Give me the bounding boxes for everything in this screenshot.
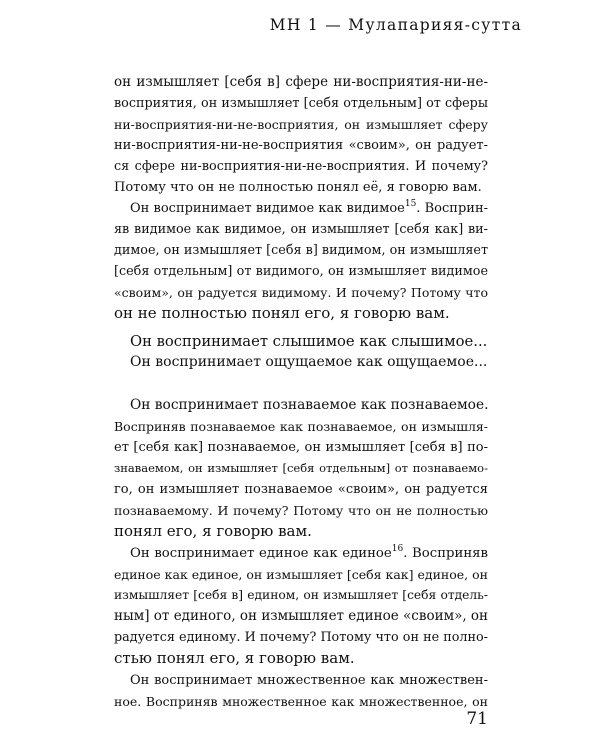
- text-line: стью понял его, я говорю вам.: [114, 649, 355, 667]
- paragraph-continuation: [114, 72, 488, 198]
- text-line: восприятия, он измышляет [себя отдельным] от сферы: [114, 96, 488, 111]
- text-line: го, он измышляет познаваемое «своим», он радуется: [114, 482, 488, 497]
- text-line: радуется единому. И почему? Потому что он не полно-: [114, 630, 488, 645]
- text-line: ся сфере ни-восприятия-ни-не-восприятия. И почему?: [114, 159, 488, 174]
- running-head: МН 1 — Мулапарияя-сутта: [269, 16, 522, 34]
- text-line: ет [себя как] познаваемое, он измышляет [себя в] по-: [114, 440, 488, 455]
- paragraph-diversity: [114, 670, 488, 712]
- paragraph-knowable: [114, 395, 488, 542]
- text-line: знаваемом, он измышляет [себя отдельным] от познаваемо-: [114, 461, 488, 475]
- text-line: Потому что он не полностью понял её, я говорю вам.: [114, 180, 482, 195]
- text-segment: . Восприняв: [403, 546, 488, 561]
- text-line: ни-восприятия-ни-не-восприятия «своим», он радует-: [114, 138, 488, 153]
- text-line: Он воспринимает слышимое как слышимое...: [130, 333, 488, 350]
- text-line: Он воспринимает познаваемое как познаваемое.: [130, 397, 489, 413]
- text-line: познаваемому. И почему? Потому что он не полностью: [114, 503, 488, 518]
- paragraph-seen: [114, 198, 488, 324]
- text-line: измышляет [себя в] едином, он измышляет [себя отдель-: [114, 588, 488, 602]
- text-line: [114, 543, 488, 564]
- text-line: димое, он измышляет [себя в] видимом, он измышляет: [114, 243, 488, 258]
- text-line: [114, 198, 488, 219]
- text-line: он измышляет [себя в] сфере ни-восприятия-ни-не-: [114, 74, 488, 90]
- text-line: Восприняв познаваемое как познаваемое, он измышля-: [114, 419, 488, 434]
- text-line: понял его, я говорю вам.: [114, 522, 312, 540]
- text-line: ным] от единого, он измышляет единое «своим», он: [114, 608, 489, 624]
- footnote-marker: 16: [391, 544, 404, 554]
- page-number: 71: [466, 709, 488, 729]
- paragraph-elided: [114, 331, 488, 373]
- text-line: Он воспринимает ощущаемое как ощущаемое...: [130, 354, 488, 370]
- text-segment: Он воспринимает видимое как видимое: [130, 201, 405, 216]
- text-segment: . Восприн-: [416, 201, 488, 216]
- text-line: «своим», он радуется видимому. И почему? Потому что: [114, 285, 488, 300]
- text-line: ни-восприятия-ни-не-восприятия, он измышляет сферу: [114, 117, 488, 132]
- text-line: он не полностью понял его, я говорю вам.: [114, 304, 450, 322]
- paragraph-unity: [114, 543, 488, 669]
- footnote-marker: 15: [404, 199, 417, 209]
- text-line: яв видимое как видимое, он измышляет [себя как] ви-: [114, 222, 488, 237]
- text-line: ное. Восприняв множественное как множественное, он: [114, 694, 488, 709]
- text-line: Он воспринимает множественное как множествен-: [130, 673, 488, 688]
- text-line: [себя отдельным] от видимого, он измышляет видимое: [114, 264, 488, 279]
- text-line: единое как единое, он измышляет [себя как] единое, он: [114, 567, 488, 582]
- text-segment: Он воспринимает единое как единое: [130, 546, 392, 561]
